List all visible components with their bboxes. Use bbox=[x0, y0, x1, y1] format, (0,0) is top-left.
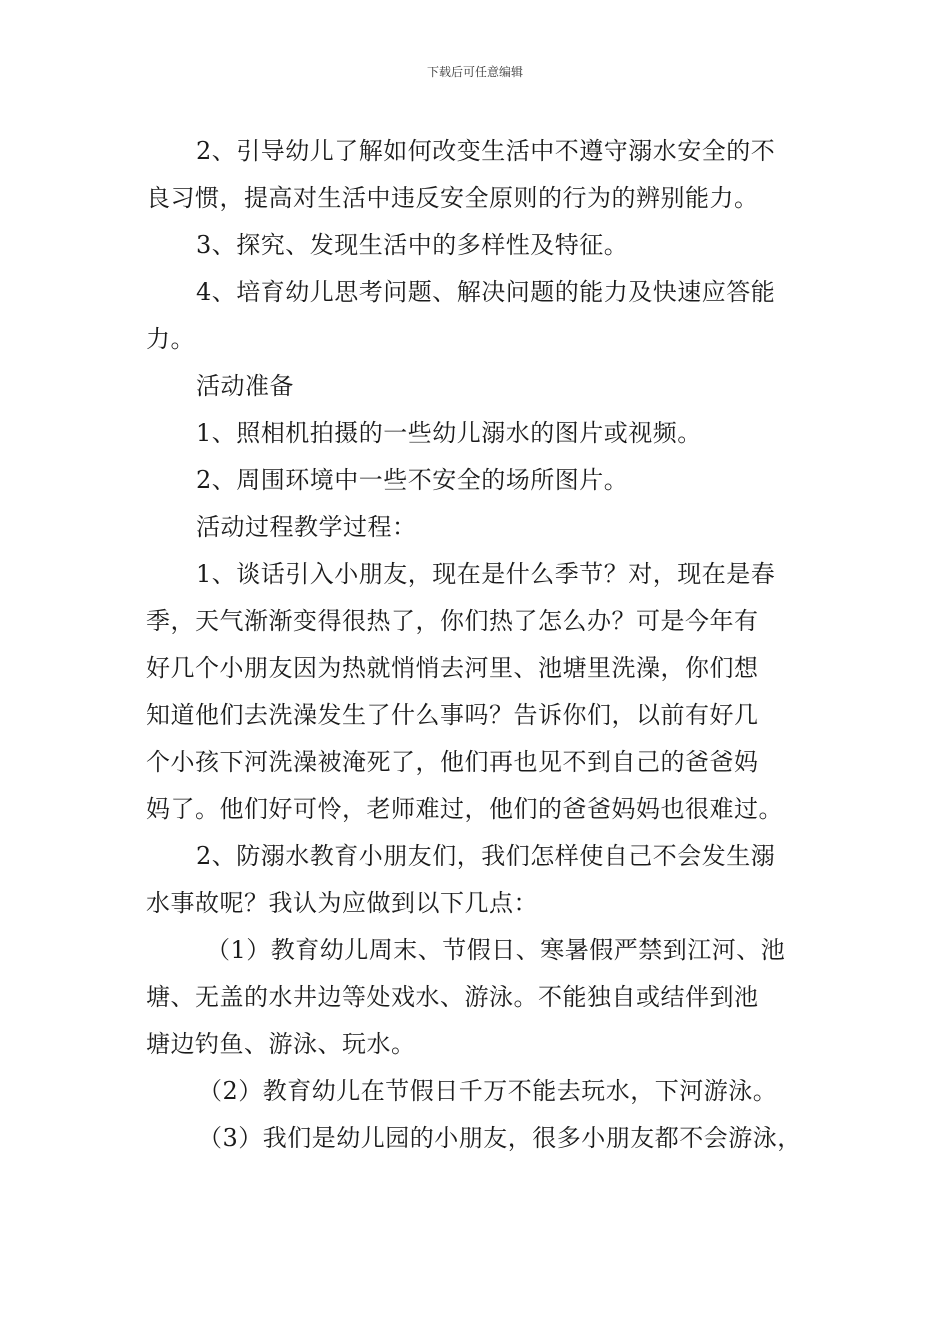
list-item-line: 塘、无盖的水井边等处戏水、游泳。不能独自或结伴到池 bbox=[146, 983, 759, 1011]
paragraph-line: 好几个小朋友因为热就悄悄去河里、池塘里洗澡，你们想 bbox=[146, 654, 759, 682]
section-heading: 活动过程教学过程： bbox=[196, 513, 417, 541]
page-header: 下载后可任意编辑 bbox=[426, 65, 523, 79]
paragraph-line: 个小孩下河洗澡被淹死了，他们再也见不到自己的爸爸妈 bbox=[146, 748, 759, 776]
paragraph-line: 4、培育幼儿思考问题、解决问题的能力及快速应答能 bbox=[196, 278, 776, 306]
list-item-line: 塘边钓鱼、游泳、玩水。 bbox=[146, 1030, 416, 1058]
paragraph-line: 3、探究、发现生活中的多样性及特征。 bbox=[196, 231, 629, 259]
list-item-line: （3）我们是幼儿园的小朋友，很多小朋友都不会游泳， bbox=[198, 1124, 802, 1152]
paragraph-line: 力。 bbox=[146, 325, 195, 353]
paragraph-line: 1、照相机拍摄的一些幼儿溺水的图片或视频。 bbox=[196, 419, 702, 447]
document-body bbox=[146, 128, 810, 1162]
paragraph-line: 1、谈话引入小朋友，现在是什么季节？对，现在是春 bbox=[196, 560, 776, 588]
paragraph-line: 2、引导幼儿了解如何改变生活中不遵守溺水安全的不 bbox=[196, 137, 776, 165]
list-item-line: （1）教育幼儿周末、节假日、寒暑假严禁到江河、池 bbox=[206, 936, 786, 964]
paragraph-line: 良习惯，提高对生活中违反安全原则的行为的辨别能力。 bbox=[146, 184, 759, 212]
paragraph-line: 妈了。他们好可怜，老师难过，他们的爸爸妈妈也很难过。 bbox=[146, 795, 783, 823]
paragraph-line: 2、防溺水教育小朋友们，我们怎样使自己不会发生溺 bbox=[196, 842, 776, 870]
section-heading: 活动准备 bbox=[196, 372, 294, 400]
paragraph-line: 季，天气渐渐变得很热了，你们热了怎么办？可是今年有 bbox=[146, 607, 759, 635]
paragraph-line: 水事故呢？我认为应做到以下几点： bbox=[146, 889, 538, 917]
list-item-line: （2）教育幼儿在节假日千万不能去玩水，下河游泳。 bbox=[198, 1077, 778, 1105]
paragraph-line: 2、周围环境中一些不安全的场所图片。 bbox=[196, 466, 629, 494]
paragraph-line: 知道他们去洗澡发生了什么事吗？告诉你们，以前有好几 bbox=[146, 701, 759, 729]
